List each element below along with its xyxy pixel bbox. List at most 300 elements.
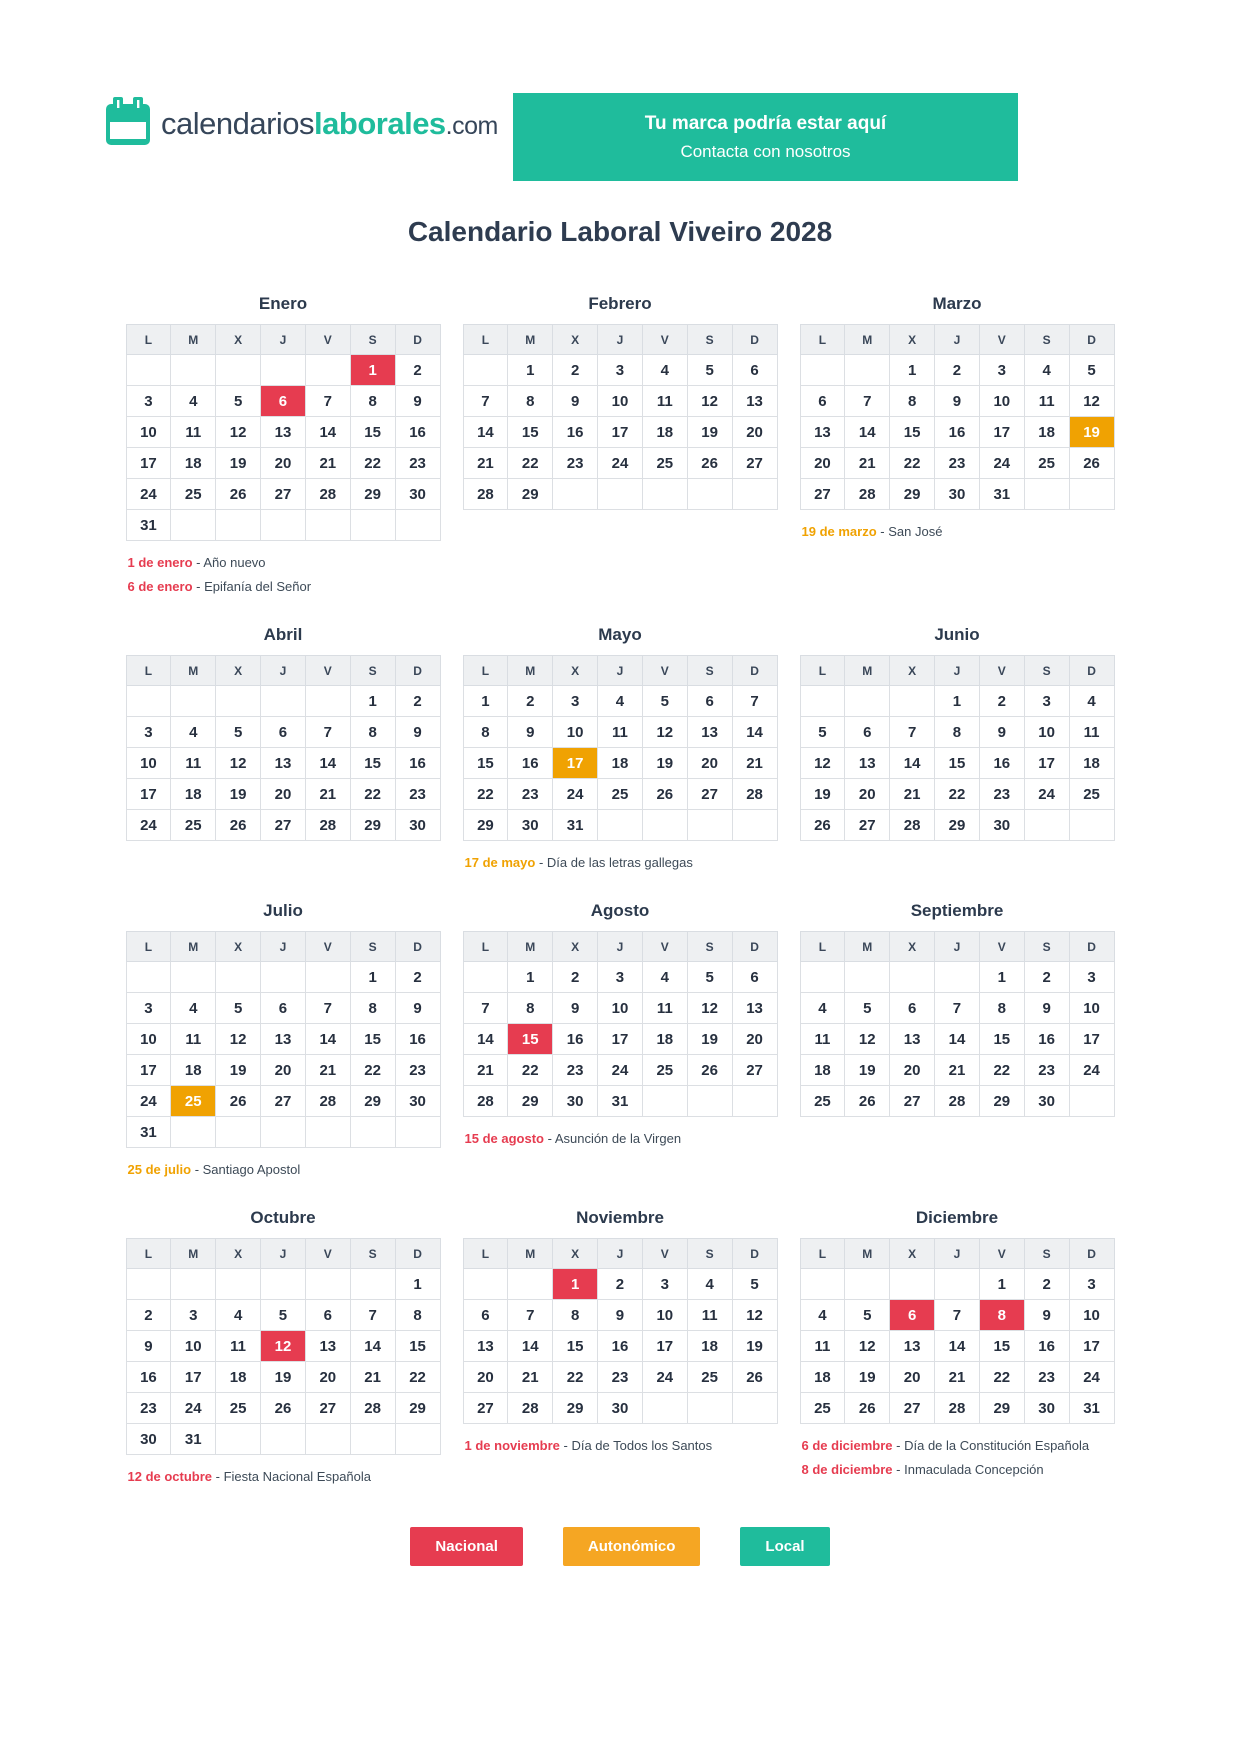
day-cell: 20 — [305, 1362, 350, 1393]
day-cell: 2 — [935, 355, 980, 386]
day-cell: 20 — [732, 417, 777, 448]
day-cell: 17 — [1069, 1331, 1114, 1362]
weekday-header: J — [598, 932, 643, 962]
day-cell: 12 — [845, 1331, 890, 1362]
day-cell: 22 — [463, 779, 508, 810]
day-cell: 30 — [935, 479, 980, 510]
day-cell-empty — [463, 1269, 508, 1300]
day-cell-empty — [800, 1269, 845, 1300]
day-cell: 10 — [642, 1300, 687, 1331]
holiday-note-text: Día de Todos los Santos — [571, 1438, 713, 1453]
day-cell: 20 — [890, 1055, 935, 1086]
holiday-note-separator: - — [892, 1462, 905, 1477]
day-cell: 6 — [800, 386, 845, 417]
day-cell: 21 — [305, 1055, 350, 1086]
holiday-note-date: 6 de enero — [127, 579, 193, 594]
weekday-header: L — [126, 1239, 171, 1269]
day-cell: 8 — [395, 1300, 440, 1331]
weekday-header: J — [261, 932, 306, 962]
day-cell: 8 — [350, 993, 395, 1024]
day-cell: 9 — [126, 1331, 171, 1362]
weekday-header: X — [890, 656, 935, 686]
holiday-note-date: 8 de diciembre — [801, 1462, 893, 1477]
holiday-note-separator: - — [543, 1131, 555, 1146]
day-cell: 14 — [350, 1331, 395, 1362]
weekday-header: S — [350, 932, 395, 962]
day-cell-empty — [1024, 810, 1069, 841]
day-cell-empty — [642, 1393, 687, 1424]
logo-text-com: .com — [445, 111, 498, 140]
day-cell: 23 — [553, 448, 598, 479]
month-enero — [126, 294, 441, 599]
day-cell: 11 — [642, 386, 687, 417]
day-cell: 29 — [350, 1086, 395, 1117]
banner-contact-link: Contacta con nosotros — [680, 141, 851, 161]
day-cell: 12 — [687, 993, 732, 1024]
day-cell: 22 — [395, 1362, 440, 1393]
holiday-day-cell-red: 6 — [261, 386, 306, 417]
calendar-table — [126, 324, 441, 541]
holiday-note — [128, 575, 441, 599]
day-cell: 15 — [463, 748, 508, 779]
holiday-day-cell-orange: 17 — [553, 748, 598, 779]
day-cell: 3 — [171, 1300, 216, 1331]
weekday-header: X — [216, 1239, 261, 1269]
calendar-table — [800, 1238, 1115, 1424]
day-cell: 25 — [216, 1393, 261, 1424]
weekday-header: D — [1069, 656, 1114, 686]
day-cell: 3 — [598, 355, 643, 386]
day-cell: 1 — [979, 1269, 1024, 1300]
day-cell: 5 — [687, 355, 732, 386]
day-cell: 8 — [508, 993, 553, 1024]
logo-text-calendarios: calendarios — [161, 105, 315, 141]
holiday-note-text: Año nuevo — [203, 555, 266, 570]
day-cell: 16 — [553, 1024, 598, 1055]
logo-text-laborales: laborales — [314, 105, 446, 141]
day-cell: 8 — [350, 717, 395, 748]
day-cell: 6 — [463, 1300, 508, 1331]
day-cell: 19 — [800, 779, 845, 810]
holiday-notes — [800, 1434, 1115, 1482]
calendar-table — [463, 324, 778, 510]
day-cell: 19 — [687, 417, 732, 448]
day-cell: 25 — [171, 810, 216, 841]
day-cell: 22 — [508, 448, 553, 479]
day-cell: 30 — [395, 810, 440, 841]
day-cell: 1 — [890, 355, 935, 386]
day-cell: 26 — [642, 779, 687, 810]
holiday-day-cell-red: 8 — [979, 1300, 1024, 1331]
day-cell: 14 — [935, 1331, 980, 1362]
day-cell: 2 — [598, 1269, 643, 1300]
weekday-header: X — [890, 325, 935, 355]
day-cell: 26 — [216, 810, 261, 841]
day-cell: 28 — [935, 1393, 980, 1424]
day-cell: 4 — [642, 962, 687, 993]
day-cell: 13 — [890, 1024, 935, 1055]
holiday-day-cell-red: 1 — [553, 1269, 598, 1300]
day-cell: 17 — [1069, 1024, 1114, 1055]
holiday-note-date: 12 de octubre — [127, 1469, 213, 1484]
weekday-header: J — [598, 1239, 643, 1269]
weekday-header: D — [732, 932, 777, 962]
day-cell: 15 — [553, 1331, 598, 1362]
day-cell: 13 — [732, 993, 777, 1024]
day-cell: 2 — [126, 1300, 171, 1331]
day-cell: 1 — [935, 686, 980, 717]
weekday-header: J — [261, 325, 306, 355]
holiday-notes — [126, 1465, 441, 1489]
day-cell: 26 — [687, 448, 732, 479]
calendar-table — [800, 324, 1115, 510]
day-cell: 7 — [508, 1300, 553, 1331]
holiday-day-cell-red: 12 — [261, 1331, 306, 1362]
day-cell-empty — [305, 1424, 350, 1455]
day-cell: 22 — [350, 779, 395, 810]
day-cell: 28 — [935, 1086, 980, 1117]
month-title: Diciembre — [915, 1208, 999, 1227]
day-cell: 18 — [642, 417, 687, 448]
day-cell: 19 — [216, 448, 261, 479]
holiday-note-text: Día de la Constitución Española — [904, 1438, 1090, 1453]
calendar-table — [800, 655, 1115, 841]
day-cell: 11 — [171, 1024, 216, 1055]
day-cell-empty — [732, 810, 777, 841]
month-septiembre — [800, 901, 1115, 1117]
holiday-note-date: 19 de marzo — [801, 524, 877, 539]
holiday-note-text: San José — [888, 524, 943, 539]
day-cell: 24 — [979, 448, 1024, 479]
holiday-notes — [463, 1127, 778, 1151]
day-cell: 18 — [171, 448, 216, 479]
day-cell: 21 — [463, 448, 508, 479]
weekday-header: L — [463, 1239, 508, 1269]
day-cell: 21 — [305, 448, 350, 479]
day-cell: 14 — [508, 1331, 553, 1362]
day-cell-empty — [598, 479, 643, 510]
day-cell: 21 — [845, 448, 890, 479]
weekday-header: S — [687, 1239, 732, 1269]
day-cell: 1 — [508, 962, 553, 993]
day-cell: 3 — [1024, 686, 1069, 717]
weekday-header: V — [305, 1239, 350, 1269]
holiday-note-separator: - — [192, 555, 204, 570]
day-cell-empty — [126, 686, 171, 717]
day-cell-empty — [598, 810, 643, 841]
day-cell: 31 — [979, 479, 1024, 510]
day-cell: 22 — [979, 1362, 1024, 1393]
weekday-header: J — [261, 656, 306, 686]
day-cell: 21 — [732, 748, 777, 779]
day-cell-empty — [305, 1117, 350, 1148]
day-cell: 12 — [216, 1024, 261, 1055]
day-cell: 18 — [1069, 748, 1114, 779]
day-cell: 20 — [261, 448, 306, 479]
weekday-header: L — [126, 656, 171, 686]
day-cell: 27 — [732, 448, 777, 479]
day-cell-empty — [395, 1117, 440, 1148]
day-cell-empty — [305, 355, 350, 386]
day-cell: 26 — [216, 1086, 261, 1117]
day-cell: 15 — [508, 417, 553, 448]
day-cell: 23 — [1024, 1055, 1069, 1086]
day-cell-empty — [261, 1117, 306, 1148]
holiday-note-text: Día de las letras gallegas — [546, 855, 693, 870]
day-cell-empty — [305, 962, 350, 993]
day-cell: 27 — [890, 1393, 935, 1424]
day-cell-empty — [687, 479, 732, 510]
day-cell: 20 — [261, 779, 306, 810]
weekday-header: J — [935, 1239, 980, 1269]
weekday-header: D — [1069, 1239, 1114, 1269]
day-cell: 4 — [687, 1269, 732, 1300]
day-cell: 20 — [463, 1362, 508, 1393]
day-cell: 2 — [1024, 962, 1069, 993]
day-cell-empty — [305, 510, 350, 541]
day-cell: 26 — [800, 810, 845, 841]
legend-button-local[interactable]: Local — [740, 1527, 829, 1566]
day-cell: 4 — [800, 1300, 845, 1331]
holiday-note — [465, 1434, 778, 1458]
day-cell: 14 — [305, 748, 350, 779]
calendar-table — [463, 931, 778, 1117]
holiday-note — [465, 851, 778, 875]
day-cell-empty — [687, 1393, 732, 1424]
holiday-note-separator: - — [535, 855, 547, 870]
day-cell: 5 — [1069, 355, 1114, 386]
month-abril — [126, 625, 441, 841]
day-cell: 3 — [642, 1269, 687, 1300]
day-cell: 29 — [350, 810, 395, 841]
weekday-header: S — [687, 656, 732, 686]
day-cell-empty — [395, 1424, 440, 1455]
weekday-header: D — [395, 325, 440, 355]
day-cell: 29 — [890, 479, 935, 510]
day-cell: 28 — [305, 810, 350, 841]
legend-buttons — [0, 1527, 1240, 1566]
day-cell: 18 — [642, 1024, 687, 1055]
weekday-header: M — [171, 1239, 216, 1269]
day-cell: 9 — [935, 386, 980, 417]
day-cell: 24 — [1069, 1362, 1114, 1393]
day-cell-empty — [935, 1269, 980, 1300]
day-cell: 17 — [126, 448, 171, 479]
day-cell-empty — [935, 962, 980, 993]
day-cell: 30 — [979, 810, 1024, 841]
weekday-header: X — [216, 656, 261, 686]
day-cell: 25 — [171, 479, 216, 510]
day-cell: 29 — [350, 479, 395, 510]
month-title: Enero — [258, 294, 308, 313]
weekday-header: J — [935, 932, 980, 962]
day-cell: 19 — [261, 1362, 306, 1393]
day-cell: 22 — [350, 1055, 395, 1086]
calendar-table — [126, 1238, 441, 1455]
holiday-note-separator: - — [559, 1438, 572, 1453]
day-cell: 15 — [935, 748, 980, 779]
day-cell: 10 — [126, 1024, 171, 1055]
day-cell-empty — [261, 686, 306, 717]
day-cell: 26 — [261, 1393, 306, 1424]
day-cell: 8 — [350, 386, 395, 417]
day-cell-empty — [171, 686, 216, 717]
day-cell: 2 — [1024, 1269, 1069, 1300]
holiday-day-cell-red: 6 — [890, 1300, 935, 1331]
day-cell: 8 — [463, 717, 508, 748]
day-cell: 10 — [598, 993, 643, 1024]
day-cell: 9 — [395, 386, 440, 417]
day-cell: 27 — [261, 1086, 306, 1117]
legend-button-nacional[interactable]: Nacional — [410, 1527, 523, 1566]
day-cell: 4 — [598, 686, 643, 717]
day-cell: 28 — [845, 479, 890, 510]
day-cell: 6 — [890, 993, 935, 1024]
day-cell: 23 — [979, 779, 1024, 810]
day-cell: 25 — [1069, 779, 1114, 810]
weekday-header: M — [171, 932, 216, 962]
day-cell-empty — [800, 686, 845, 717]
day-cell-empty — [305, 1269, 350, 1300]
day-cell: 19 — [845, 1055, 890, 1086]
legend-button-autonómico[interactable]: Autonómico — [563, 1527, 701, 1566]
day-cell: 6 — [687, 686, 732, 717]
day-cell: 28 — [305, 1086, 350, 1117]
day-cell-empty — [395, 510, 440, 541]
header — [0, 0, 1240, 188]
day-cell: 18 — [598, 748, 643, 779]
day-cell: 5 — [687, 962, 732, 993]
day-cell: 21 — [508, 1362, 553, 1393]
weekday-header: J — [935, 325, 980, 355]
day-cell: 14 — [463, 1024, 508, 1055]
weekday-header: X — [553, 932, 598, 962]
month-julio — [126, 901, 441, 1182]
weekday-header: D — [1069, 932, 1114, 962]
day-cell: 30 — [1024, 1086, 1069, 1117]
day-cell: 7 — [350, 1300, 395, 1331]
day-cell: 5 — [845, 993, 890, 1024]
weekday-header: L — [800, 932, 845, 962]
holiday-note-text: Asunción de la Virgen — [554, 1131, 682, 1146]
holiday-note-date: 15 de agosto — [464, 1131, 544, 1146]
day-cell: 29 — [979, 1086, 1024, 1117]
day-cell: 27 — [800, 479, 845, 510]
holiday-note — [128, 1158, 441, 1182]
day-cell: 4 — [171, 993, 216, 1024]
month-junio — [800, 625, 1115, 841]
holiday-note-date: 25 de julio — [127, 1162, 192, 1177]
day-cell: 7 — [305, 386, 350, 417]
calendar-logo-icon — [105, 96, 151, 151]
day-cell: 17 — [1024, 748, 1069, 779]
holiday-notes — [463, 1434, 778, 1458]
day-cell: 3 — [126, 717, 171, 748]
day-cell: 21 — [935, 1055, 980, 1086]
day-cell-empty — [732, 1086, 777, 1117]
month-mayo — [463, 625, 778, 875]
day-cell: 16 — [1024, 1331, 1069, 1362]
logo-text — [161, 106, 498, 142]
day-cell: 26 — [1069, 448, 1114, 479]
day-cell: 1 — [508, 355, 553, 386]
day-cell: 14 — [935, 1024, 980, 1055]
day-cell: 16 — [1024, 1024, 1069, 1055]
day-cell: 12 — [642, 717, 687, 748]
day-cell-empty — [216, 962, 261, 993]
holiday-notes — [126, 1158, 441, 1182]
day-cell: 1 — [395, 1269, 440, 1300]
weekday-header: M — [845, 932, 890, 962]
months-grid — [126, 294, 1115, 1489]
day-cell: 25 — [800, 1086, 845, 1117]
day-cell: 2 — [553, 355, 598, 386]
day-cell-empty — [1069, 479, 1114, 510]
day-cell: 29 — [508, 1086, 553, 1117]
ad-banner[interactable] — [513, 93, 1018, 181]
day-cell: 27 — [687, 779, 732, 810]
day-cell: 6 — [261, 717, 306, 748]
day-cell-empty — [350, 1117, 395, 1148]
day-cell: 22 — [890, 448, 935, 479]
day-cell: 10 — [598, 386, 643, 417]
day-cell: 23 — [395, 448, 440, 479]
day-cell: 13 — [687, 717, 732, 748]
weekday-header: V — [642, 325, 687, 355]
day-cell: 16 — [553, 417, 598, 448]
day-cell: 31 — [553, 810, 598, 841]
day-cell: 26 — [845, 1086, 890, 1117]
day-cell: 12 — [216, 417, 261, 448]
day-cell: 5 — [642, 686, 687, 717]
day-cell: 7 — [845, 386, 890, 417]
day-cell: 30 — [1024, 1393, 1069, 1424]
day-cell: 27 — [732, 1055, 777, 1086]
day-cell: 12 — [732, 1300, 777, 1331]
day-cell: 21 — [463, 1055, 508, 1086]
holiday-note-text: Inmaculada Concepción — [904, 1462, 1044, 1477]
day-cell: 12 — [800, 748, 845, 779]
day-cell: 14 — [732, 717, 777, 748]
day-cell-empty — [642, 810, 687, 841]
weekday-header: M — [171, 325, 216, 355]
day-cell: 14 — [463, 417, 508, 448]
weekday-header: V — [642, 932, 687, 962]
day-cell: 23 — [126, 1393, 171, 1424]
day-cell: 31 — [126, 510, 171, 541]
day-cell: 4 — [800, 993, 845, 1024]
day-cell: 27 — [261, 810, 306, 841]
day-cell: 29 — [508, 479, 553, 510]
day-cell: 9 — [508, 717, 553, 748]
day-cell: 23 — [395, 1055, 440, 1086]
site-logo[interactable] — [105, 96, 498, 151]
day-cell: 10 — [171, 1331, 216, 1362]
day-cell: 5 — [261, 1300, 306, 1331]
day-cell-empty — [261, 355, 306, 386]
weekday-header: J — [598, 325, 643, 355]
holiday-note-date: 6 de diciembre — [801, 1438, 893, 1453]
day-cell-empty — [642, 1086, 687, 1117]
weekday-header: J — [598, 656, 643, 686]
day-cell: 14 — [305, 1024, 350, 1055]
day-cell: 9 — [979, 717, 1024, 748]
holiday-note-separator: - — [876, 524, 889, 539]
day-cell: 8 — [979, 993, 1024, 1024]
day-cell: 5 — [216, 993, 261, 1024]
day-cell: 19 — [216, 779, 261, 810]
day-cell-empty — [261, 510, 306, 541]
